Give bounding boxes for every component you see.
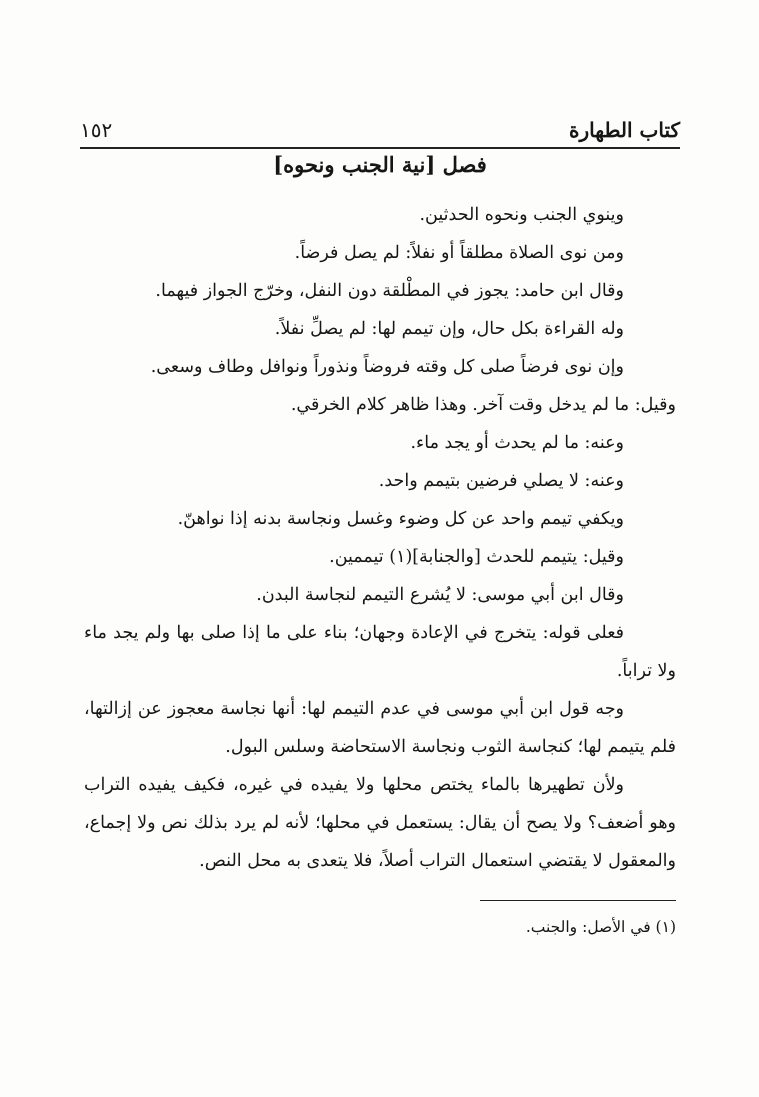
section-title: فصل [نية الجنب ونحوه] xyxy=(273,152,487,177)
header-divider xyxy=(80,147,680,149)
paragraph-11: وقال ابن أبي موسى: لا يُشرع التيمم لنجاسة البدن. xyxy=(256,585,624,605)
paragraph-8: وعنه: لا يصلي فرضين بتيمم واحد. xyxy=(378,471,624,491)
paragraph-13: وجه قول ابن أبي موسى في عدم التيمم لها: أنها نجاسة معجوز عن إزالتها، فلم يتيمم لها؛ كنجاسة الثوب ونجاسة الاستحاضة وسلس البول. xyxy=(84,699,676,757)
paragraph-1: وينوي الجنب ونحوه الحدثين. xyxy=(419,205,624,225)
footnote-divider xyxy=(480,900,676,901)
body-text xyxy=(84,196,676,880)
paragraph-4: وله القراءة بكل حال، وإن تيمم لها: لم يصلِّ نفلاً. xyxy=(274,319,624,339)
page-number: ١٥٢ xyxy=(80,118,113,142)
paragraph-2: ومن نوى الصلاة مطلقاً أو نفلاً: لم يصل فرضاً. xyxy=(294,243,624,263)
paragraph-7: وعنه: ما لم يحدث أو يجد ماء. xyxy=(410,433,624,453)
paragraph-12: فعلى قوله: يتخرج في الإعادة وجهان؛ بناء على ما إذا صلى بها ولم يجد ماء ولا تراباً. xyxy=(84,623,676,681)
page-header xyxy=(80,118,680,150)
paragraph-10: وقيل: يتيمم للحدث [والجنابة](١) تيممين. xyxy=(329,547,624,567)
paragraph-14: ولأن تطهيرها بالماء يختص محلها ولا يفيده في غيره، فكيف يفيده التراب وهو أضعف؟ ولا يصح أن يقال: يستعمل في محلها؛ لأنه لم يرد بذلك نص ولا إجماع، والمعقول لا يقتضي استعمال التراب أصلاً، فلا يتعدى به محل النص. xyxy=(84,775,676,871)
paragraph-9: ويكفي تيمم واحد عن كل وضوء وغسل ونجاسة بدنه إذا نواهنّ. xyxy=(177,509,624,529)
paragraph-3: وقال ابن حامد: يجوز في المطْلقة دون النفل، وخرّج الجواز فيهما. xyxy=(155,281,624,301)
paragraph-5: وإن نوى فرضاً صلى كل وقته فروضاً ونذوراً ونوافل وطاف وسعى. xyxy=(150,357,624,377)
footnote: (١) في الأصل: والجنب. xyxy=(525,918,676,936)
paragraph-6: وقيل: ما لم يدخل وقت آخر. وهذا ظاهر كلام الخرقي. xyxy=(290,395,676,415)
book-title: كتاب الطهارة xyxy=(569,118,680,142)
